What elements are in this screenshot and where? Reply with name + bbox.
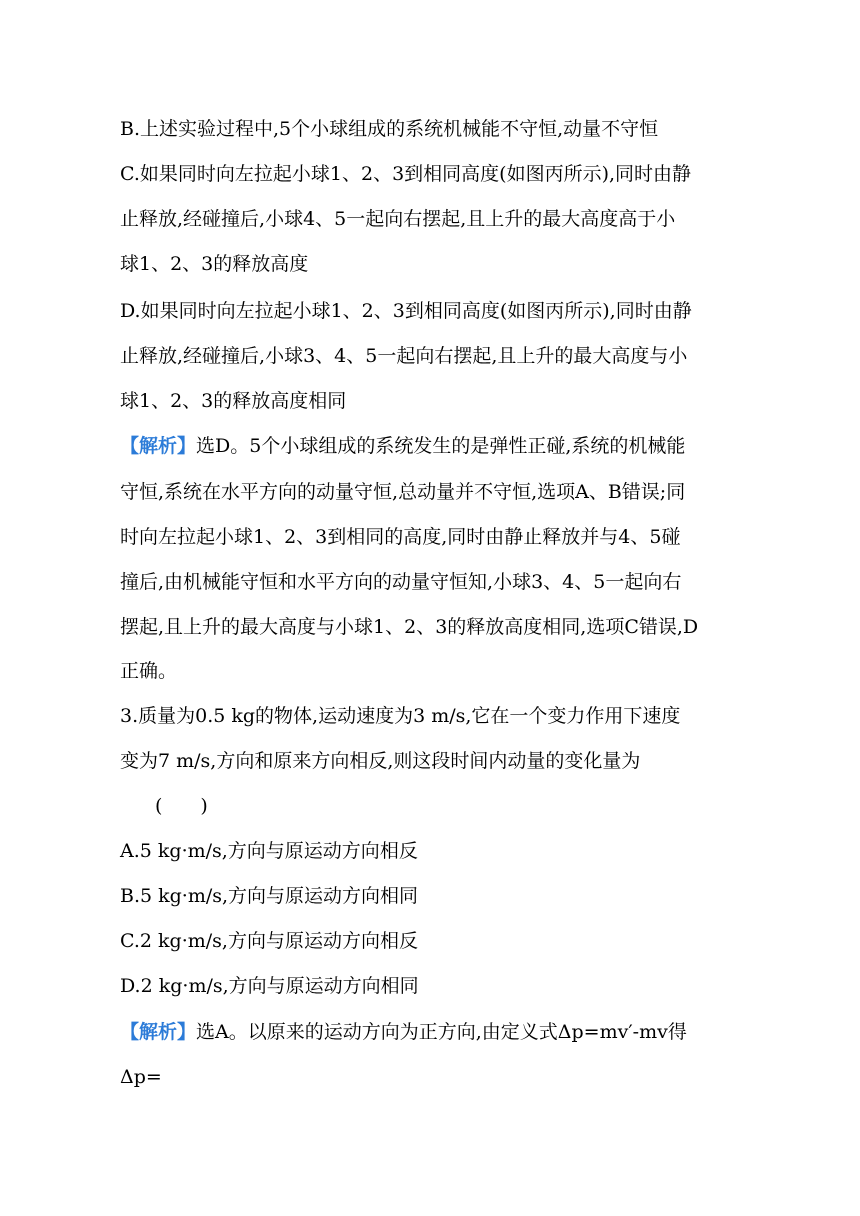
text-line: 止释放,经碰撞后,小球3、4、5一起向右摆起,且上升的最大高度与小 <box>120 345 688 367</box>
answer-blank: ( ) <box>155 795 208 817</box>
analysis-text: 选D。5个小球组成的系统发生的是弹性正碰,系统的机械能 <box>196 435 686 457</box>
analysis-text: 选A。以原来的运动方向为正方向,由定义式Δp=mv′-mv得 <box>196 1021 687 1043</box>
option-d: D.2 kg·m/s,方向与原运动方向相同 <box>120 975 419 997</box>
text-line: 撞后,由机械能守恒和水平方向的动量守恒知,小球3、4、5一起向右 <box>120 571 682 593</box>
analysis-line <box>120 434 685 458</box>
text-line: B.上述实验过程中,5个小球组成的系统机械能不守恒,动量不守恒 <box>120 118 659 140</box>
option-a: A.5 kg·m/s,方向与原运动方向相反 <box>120 840 418 862</box>
text-line: D.如果同时向左拉起小球1、2、3到相同高度(如图丙所示),同时由静 <box>120 300 692 322</box>
analysis-tag: 【解析】 <box>120 1021 197 1043</box>
analysis-line <box>120 1020 687 1044</box>
text-line: 球1、2、3的释放高度 <box>120 253 309 275</box>
option-c: C.2 kg·m/s,方向与原运动方向相反 <box>120 930 418 952</box>
text-line: 止释放,经碰撞后,小球4、5一起向右摆起,且上升的最大高度高于小 <box>120 208 676 230</box>
question-stem: 变为7 m/s,方向和原来方向相反,则这段时间内动量的变化量为 <box>120 750 641 772</box>
option-b: B.5 kg·m/s,方向与原运动方向相同 <box>120 885 419 907</box>
analysis-tag: 【解析】 <box>120 435 197 457</box>
text-line: 时向左拉起小球1、2、3到相同的高度,同时由静止释放并与4、5碰 <box>120 526 681 548</box>
text-line: Δp= <box>120 1066 162 1088</box>
text-line: 正确。 <box>120 660 178 682</box>
text-line: 守恒,系统在水平方向的动量守恒,总动量并不守恒,选项A、B错误;同 <box>120 481 686 503</box>
text-line: C.如果同时向左拉起小球1、2、3到相同高度(如图丙所示),同时由静 <box>120 163 692 185</box>
text-line: 摆起,且上升的最大高度与小球1、2、3的释放高度相同,选项C错误,D <box>120 616 699 638</box>
text-line: 球1、2、3的释放高度相同 <box>120 390 347 412</box>
question-stem: 3.质量为0.5 kg的物体,运动速度为3 m/s,它在一个变力作用下速度 <box>120 705 681 727</box>
